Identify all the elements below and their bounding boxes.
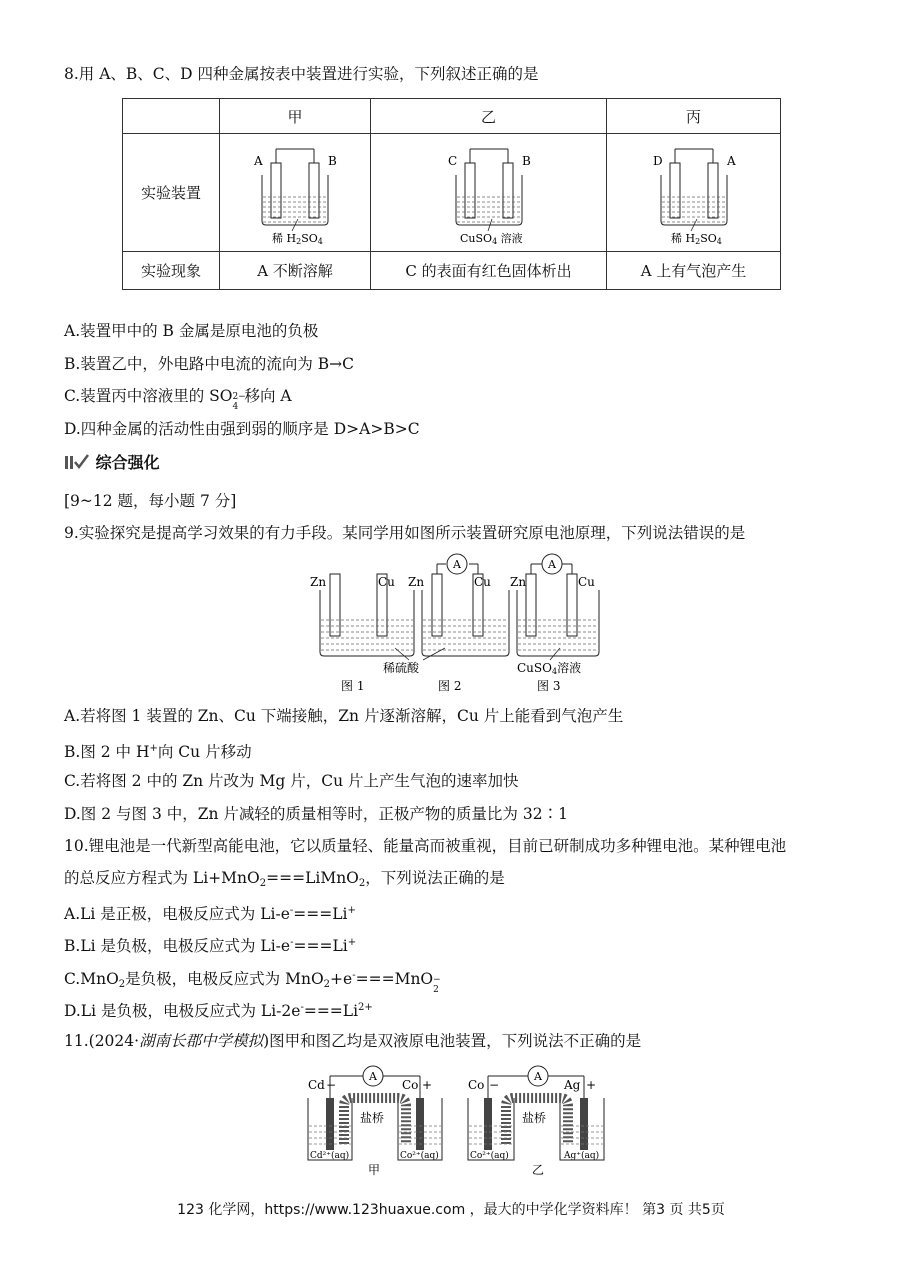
label-bridge-jia: 盐桥 <box>360 1111 385 1125</box>
label-yi: 乙 <box>532 1163 545 1177</box>
label-cd: Cd <box>308 1078 325 1092</box>
col-header-jia: 甲 <box>220 99 371 134</box>
q10-stem-line2: 的总反应方程式为 Li+MnO$_2$===LiMnO$_2$，下列说法正确的是 <box>64 869 505 889</box>
col-header-yi: 乙 <box>371 99 607 134</box>
electrode-label-left: C <box>447 153 457 168</box>
label-plus-yi: + <box>586 1078 597 1092</box>
table-corner <box>123 99 220 134</box>
solution-label: 稀 H2SO4 <box>272 231 323 246</box>
q9-option-b: B.图 2 中 H+向 Cu 片移动 <box>64 743 252 761</box>
apparatus-cell-bing <box>607 134 781 252</box>
phenomenon-yi: C 的表面有红色固体析出 <box>371 252 607 290</box>
label-bridge-yi: 盐桥 <box>522 1111 547 1125</box>
label-fig1: 图 1 <box>341 679 365 693</box>
label-minus-yi: − <box>489 1078 500 1092</box>
q9-option-a: A.若将图 1 装置的 Zn、Cu 下端接触，Zn 片逐渐溶解，Cu 片上能看到气泡产生 <box>64 707 624 725</box>
electrode-label-right: B <box>328 153 337 168</box>
electrode-label-right: A <box>726 153 736 168</box>
label-cu-2: Cu <box>474 575 491 589</box>
q8-stem: 8.用 A、B、C、D 四种金属按表中装置进行实验，下列叙述正确的是 <box>64 65 539 83</box>
section-title: 综合强化 <box>95 453 160 472</box>
label-ag-ion: Ag⁺(aq) <box>564 1151 600 1161</box>
row-label-apparatus: 实验装置 <box>123 134 220 252</box>
label-cd-ion: Cd²⁺(aq) <box>310 1151 350 1161</box>
q10-option-b: B.Li 是负极，电极反应式为 Li-e-===Li+ <box>64 937 357 955</box>
apparatus-cell-yi <box>371 134 607 252</box>
row-label-phenomenon: 实验现象 <box>123 252 220 290</box>
ammeter-label-3: A <box>548 558 556 571</box>
checklist-icon <box>64 453 90 471</box>
q8-option-a: A.装置甲中的 B 金属是原电池的负极 <box>64 322 319 340</box>
section-header <box>64 450 160 473</box>
q8-option-c: C.装置丙中溶液里的 SO 2− 4 移向 A <box>64 387 292 412</box>
beaker-diagram-yi <box>434 135 544 247</box>
q9-figure <box>305 552 605 697</box>
label-zn-1: Zn <box>310 575 327 589</box>
col-header-bing: 丙 <box>607 99 781 134</box>
section-note: [9~12 题，每小题 7 分] <box>64 492 237 510</box>
experiment-table <box>122 98 781 290</box>
label-acid: 稀硫酸 <box>383 661 420 675</box>
beaker-diagram-bing <box>639 135 749 247</box>
label-jia: 甲 <box>368 1163 381 1177</box>
page-footer: 123 化学网，https://www.123huaxue.com ，最大的中学化学资料库！ 第3 页 共5页 <box>177 1202 725 1218</box>
label-co-ion-jia: Co²⁺(aq) <box>400 1151 439 1161</box>
label-cuso4: CuSO4溶液 <box>517 661 582 676</box>
label-co-ion-yi: Co²⁺(aq) <box>470 1151 509 1161</box>
label-fig3: 图 3 <box>537 679 561 693</box>
label-zn-2: Zn <box>408 575 425 589</box>
q10-option-a: A.Li 是正极，电极反应式为 Li-e-===Li+ <box>64 905 356 923</box>
q8-option-d: D.四种金属的活动性由强到弱的顺序是 D>A>B>C <box>64 420 420 438</box>
solution-label: CuSO4 溶液 <box>459 231 523 246</box>
q11-stem: 11.(2024·湖南长郡中学模拟)图甲和图乙均是双液原电池装置，下列说法不正确的是 <box>64 1032 642 1050</box>
apparatus-cell-jia <box>220 134 371 252</box>
label-co-yi: Co <box>468 1078 485 1092</box>
electrode-label-left: D <box>652 153 663 168</box>
electrode-label-right: B <box>521 153 531 168</box>
q11-figure <box>300 1064 610 1180</box>
q9-option-d: D.图 2 与图 3 中，Zn 片减轻的质量相等时，正极产物的质量比为 32∶1 <box>64 805 568 823</box>
label-cu-1: Cu <box>378 575 395 589</box>
q10-stem-line1: 10.锂电池是一代新型高能电池，它以质量轻、能量高而被重视，目前已研制成功多种锂电池。某种锂电池 <box>64 837 787 855</box>
phenomenon-bing: A 上有气泡产生 <box>607 252 781 290</box>
label-zn-3: Zn <box>510 575 527 589</box>
label-cu-3: Cu <box>578 575 595 589</box>
beaker-diagram-jia <box>240 135 350 247</box>
q8-option-b: B.装置乙中，外电路中电流的流向为 B→C <box>64 355 354 373</box>
q10-option-d: D.Li 是负极，电极反应式为 $Li-2e^-===Li^{2+}$ <box>64 1002 373 1020</box>
label-ag: Ag <box>564 1078 581 1092</box>
ammeter-label-yi: A <box>534 1070 542 1083</box>
electrode-label-left: A <box>254 153 263 168</box>
q9-stem: 9.实验探究是提高学习效果的有力手段。某同学用如图所示装置研究原电池原理，下列说法错误的是 <box>64 524 746 542</box>
q9-option-c: C.若将图 2 中的 Zn 片改为 Mg 片，Cu 片上产生气泡的速率加快 <box>64 772 519 790</box>
q10-option-c: C.MnO$_2$是负极，电极反应式为 MnO$_2$+e-===MnO − 2 <box>64 970 441 995</box>
phenomenon-jia: A 不断溶解 <box>220 252 371 290</box>
label-fig2: 图 2 <box>438 679 462 693</box>
label-plus-jia: + <box>422 1078 433 1092</box>
label-minus-jia: − <box>326 1078 337 1092</box>
label-co-jia: Co <box>402 1078 419 1092</box>
ammeter-label-2: A <box>453 558 461 571</box>
ammeter-label-jia: A <box>369 1070 377 1083</box>
solution-label: 稀 H2SO4 <box>670 231 722 246</box>
